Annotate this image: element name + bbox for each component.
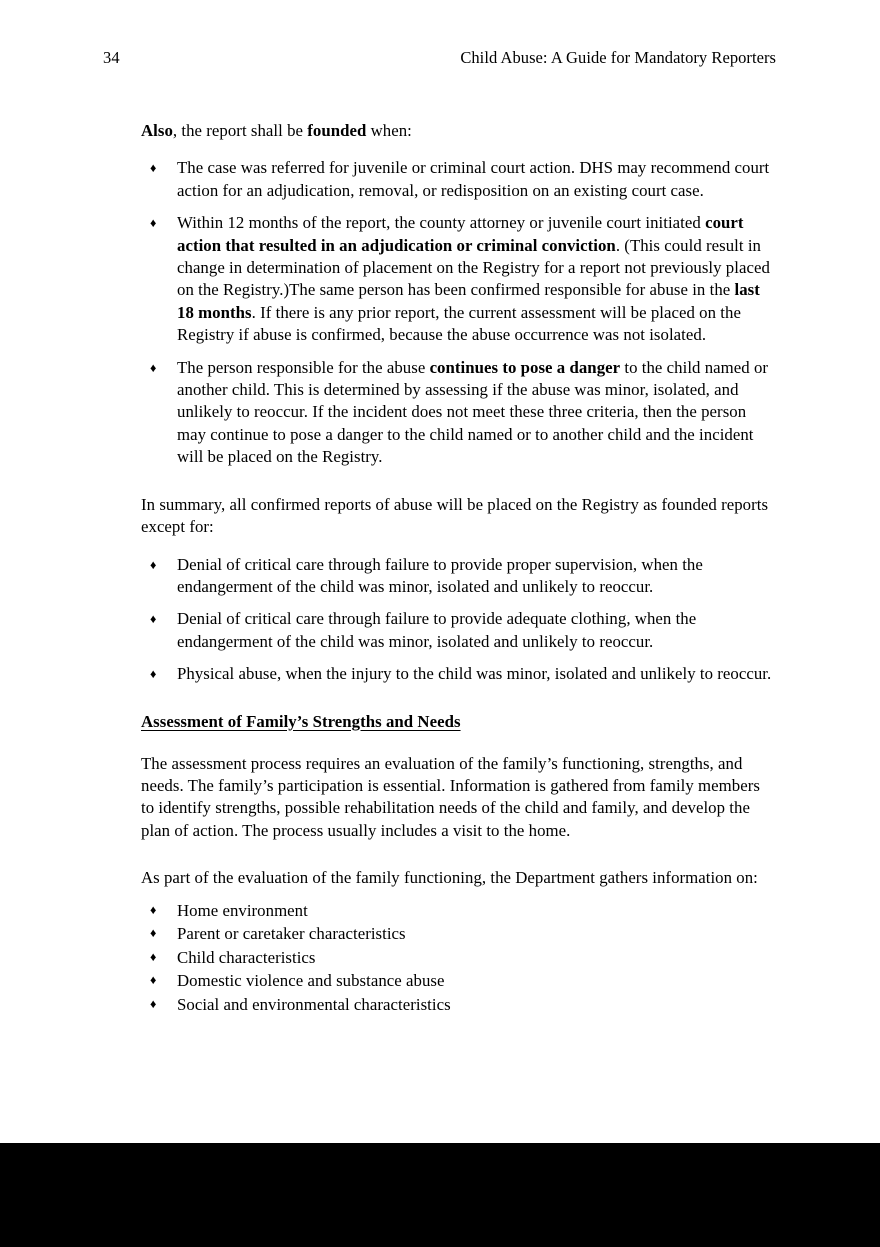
list-item: [150, 157, 777, 202]
list-item: [150, 212, 777, 346]
list-item-label: Home environment: [177, 900, 308, 920]
exceptions-list: [141, 554, 777, 686]
list-item: [150, 993, 777, 1016]
diamond-bullet-icon: ♦: [150, 902, 157, 917]
body-text: to the child named or another child. This is determined by assessing if the abuse was minor, isolated, and unlikely to reoccur. If the incident does not meet these three criteria, then the person may continue to pose a danger to the child named or to another child and the incident will be placed on the Registry.: [177, 357, 769, 467]
spacer: [141, 733, 777, 753]
diamond-bullet-icon: ♦: [150, 996, 157, 1011]
assessment-paragraph: The assessment process requires an evaluation of the family’s functioning, strengths, and needs. The family’s participation is essential. Information is gathered from family members to identify strengths, possible rehabilitation needs of the child and family, and develop the plan of action. The process usually includes a visit to the home.: [141, 753, 760, 840]
spacer: [141, 842, 777, 867]
diamond-bullet-icon: ♦: [150, 612, 157, 627]
list-item: [150, 969, 777, 992]
list-item-label: [177, 158, 769, 199]
assessment-items-list: [141, 899, 777, 1016]
emphasis-text: court action that resulted in an adjudication or criminal conviction: [177, 213, 744, 255]
emphasis-text: continues to pose a danger: [429, 357, 621, 377]
diamond-bullet-icon: ♦: [150, 973, 157, 988]
intro-line: [141, 120, 777, 142]
list-item-label: Child characteristics: [177, 947, 316, 967]
spacer: [141, 539, 777, 554]
intro-rest: , the report shall be: [172, 121, 308, 140]
list-item-label: Denial of critical care through failure to provide adequate clothing, when the endangerment of the child was minor, isolated and unlikely to reoccur.: [177, 609, 697, 651]
body-text: . If there is any prior report, the current assessment will be placed on the Registry if abuse is confirmed, because the abuse occurrence was not isolated.: [177, 302, 741, 345]
intro-lead: Also: [141, 121, 173, 140]
running-head: [103, 48, 776, 74]
list-item-label: [177, 213, 770, 344]
diamond-bullet-icon: ♦: [150, 667, 157, 682]
founded-criteria-list: [141, 157, 777, 468]
list-item: [150, 608, 777, 653]
list-item: [150, 357, 777, 469]
summary-paragraph: In summary, all confirmed reports of abuse will be placed on the Registry as founded reports except for:: [141, 494, 769, 537]
document-body: [141, 120, 777, 1016]
body-text: The person responsible for the abuse: [177, 357, 430, 377]
list-item-label: Physical abuse, when the injury to the child was minor, isolated and unlikely to reoccur.: [177, 664, 772, 684]
page-number: 34: [103, 48, 120, 67]
list-item: [150, 899, 777, 922]
assessment-intro-line: As part of the evaluation of the family functioning, the Department gathers information on:: [141, 868, 758, 888]
page-footer-band: [0, 1143, 880, 1247]
spacer: [141, 142, 777, 157]
diamond-bullet-icon: ♦: [150, 557, 157, 572]
list-item: [150, 922, 777, 945]
list-item: [150, 663, 777, 685]
spacer: [141, 890, 777, 899]
running-title: Child Abuse: A Guide for Mandatory Reporters: [460, 48, 776, 67]
list-item: [150, 554, 777, 599]
list-item: [150, 946, 777, 969]
body-text: Within 12 months of the report, the county attorney or juvenile court initiated: [177, 213, 706, 233]
diamond-bullet-icon: ♦: [150, 360, 157, 375]
list-item-label: Parent or caretaker characteristics: [177, 924, 406, 944]
intro-tail: when:: [366, 121, 412, 140]
body-text: . (This could result in change in determination of placement on the Registry for a report not previously placed on the Registry.)The same person has been confirmed responsible for abuse in the: [177, 235, 770, 300]
emphasis-text: last 18 months: [177, 280, 760, 322]
diamond-bullet-icon: ♦: [150, 161, 157, 176]
list-item-label: [177, 358, 768, 467]
body-text: The case was referred for juvenile or criminal court action. DHS may recommend court action for an adjudication, removal, or redisposition on an existing court case.: [177, 158, 770, 200]
spacer: [141, 469, 777, 494]
list-item-label: Denial of critical care through failure to provide proper supervision, when the endangerment of the child was minor, isolated and unlikely to reoccur.: [177, 554, 703, 596]
page-title: Assessment of Family’s Strengths and Needs: [141, 711, 461, 731]
list-item-label: Domestic violence and substance abuse: [177, 971, 445, 991]
intro-emphasis: founded: [307, 121, 367, 140]
diamond-bullet-icon: ♦: [150, 949, 157, 964]
diamond-bullet-icon: ♦: [150, 926, 157, 941]
list-item-label: Social and environmental characteristics: [177, 994, 451, 1014]
spacer: [141, 686, 777, 711]
diamond-bullet-icon: ♦: [150, 216, 157, 231]
